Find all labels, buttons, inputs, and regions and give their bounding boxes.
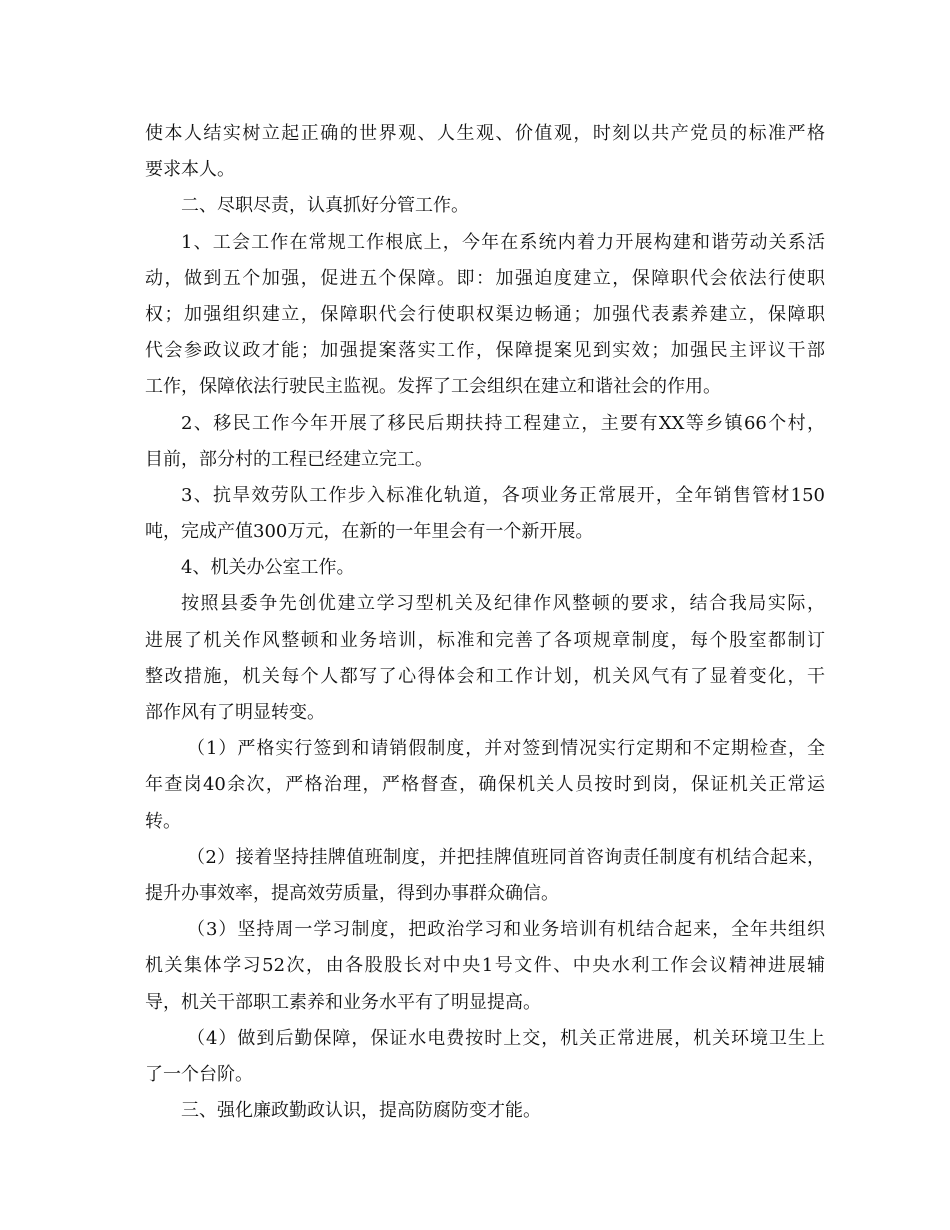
text-line: 了一个台阶。: [145, 1063, 253, 1085]
text-line: 权；加强组织建立，保障职代会行使职权渠边畅通；加强代表素养建立，保障职: [145, 303, 825, 325]
text-line: 工作，保障依法行驶民主监视。发挥了工会组织在建立和谐社会的作用。: [145, 376, 721, 398]
text-line: 提升办事效率，提高效劳质量，得到办事群众确信。: [145, 882, 559, 904]
text-line: 转。: [145, 810, 181, 832]
text-line: （4）做到后勤保障，保证水电费按时上交，机关正常进展，机关环境卫生上: [187, 1027, 825, 1049]
text-line: 整改措施，机关每个人都写了心得体会和工作计划，机关风气有了显着变化，干: [145, 665, 825, 687]
text-line: 3、抗旱效劳队工作步入标准化轨道，各项业务正常展开，全年销售管材150: [181, 484, 825, 506]
text-line: 1、工会工作在常规工作根底上，今年在系统内着力开展构建和谐劳动关系活: [181, 231, 825, 253]
text-line: 导，机关干部职工素养和业务水平有了明显提高。: [145, 991, 541, 1013]
text-line: 要求本人。: [145, 159, 235, 181]
text-line: （3）坚持周一学习制度，把政治学习和业务培训有机结合起来，全年共组织: [187, 919, 825, 941]
text-line: （2）接着坚持挂牌值班制度，并把挂牌值班同首咨询责任制度有机结合起来，: [187, 846, 825, 868]
text-line: 目前，部分村的工程已经建立完工。: [145, 448, 433, 470]
text-line: 2、移民工作今年开展了移民后期扶持工程建立，主要有XX等乡镇66个村，: [181, 412, 825, 434]
document-body: [145, 116, 825, 1129]
text-line: 进展了机关作风整顿和业务培训，标准和完善了各项规章制度，每个股室都制订: [145, 629, 825, 651]
text-line: 使本人结实树立起正确的世界观、人生观、价值观，时刻以共产党员的标准严格: [145, 123, 825, 144]
text-line: 部作风有了明显转变。: [145, 702, 325, 723]
text-line: 按照县委争先创优建立学习型机关及纪律作风整顿的要求，结合我局实际，: [181, 593, 825, 615]
text-line: 代会参政议政才能；加强提案落实工作，保障提案见到实效；加强民主评议干部: [145, 340, 825, 362]
text-line: 4、机关办公室工作。: [181, 557, 355, 579]
text-line: 动，做到五个加强，促进五个保障。即：加强迫度建立，保障职代会依法行使职: [145, 267, 825, 289]
text-line: （1）严格实行签到和请销假制度，并对签到情况实行定期和不定期检查，全: [187, 738, 825, 760]
text-line: 吨，完成产值300万元，在新的一年里会有一个新开展。: [145, 521, 594, 543]
text-line: 二、尽职尽责，认真抓好分管工作。: [181, 195, 469, 217]
text-line: 三、强化廉政勤政认识，提高防腐防变才能。: [181, 1100, 541, 1122]
text-line: 年查岗40余次，严格治理，严格督查，确保机关人员按时到岗，保证机关正常运: [145, 774, 825, 796]
text-line: 机关集体学习52次，由各股股长对中央1号文件、中央水利工作会议精神进展辅: [145, 955, 825, 977]
